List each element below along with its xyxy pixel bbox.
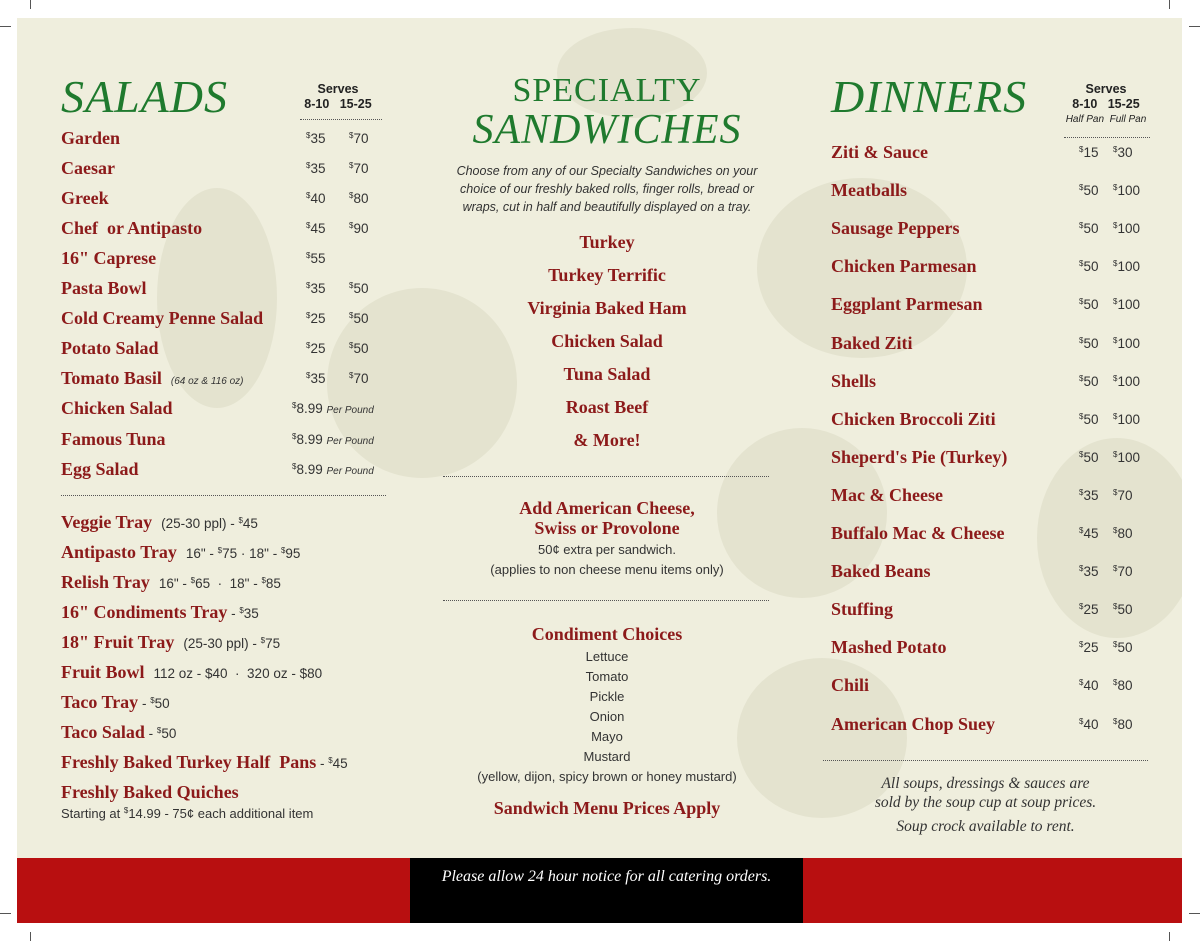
sandwich-item-more: & More! [573,430,641,450]
salad-price-half: $35 [306,371,326,386]
tray-antipasto [61,542,300,563]
sandwich-item-tuna-salad: Tuna Salad [563,364,651,384]
dinner-item: Mashed Potato [831,637,947,658]
salad-price-full: $50 [349,341,369,356]
per-pound-price: $8.99 Per Pound [292,462,374,477]
dinner-item: Eggplant Parmesan [831,294,983,315]
pan-size-labels [1060,112,1152,127]
crop-mark [1189,913,1200,914]
dinner-price-full-pan: $70 [1113,487,1133,503]
dinners-title: DINNERS [831,71,1028,122]
sandwiches-title [437,74,777,152]
sandwich-item-virginia-ham: Virginia Baked Ham [527,298,687,318]
dinner-price-full-pan: $80 [1113,678,1133,694]
fruit-bowl-detail: 112 oz - $40 · 320 oz - $80 [153,666,323,681]
salad-price-half: $35 [306,161,326,176]
fruit-tray-label: 18" Fruit Tray [61,632,175,652]
sandwich-item-turkey: Turkey [579,232,635,252]
salad-price-half: $55 [306,251,326,266]
soup-note [823,774,1148,836]
sandwich-item-chicken-salad: Chicken Salad [551,331,663,351]
dinner-price-half-pan: $50 [1079,221,1099,237]
salad-price-half: $25 [306,341,326,356]
half-pan-label: Half Pan [1065,114,1105,125]
dinner-price-half-pan: $15 [1079,145,1099,160]
salad-price-full: $50 [349,311,369,326]
sandwich-prices-apply: Sandwich Menu Prices Apply [493,798,721,818]
soup-note-line1: All soups, dressings & sauces are [881,775,1090,792]
dinner-item: Chicken Parmesan [831,256,977,277]
condiments-tray-label: 16" Condiments Tray [61,602,228,622]
dinner-item: American Chop Suey [831,713,996,734]
dinner-price-full-pan: $100 [1113,411,1140,427]
dinner-price-full-pan: $80 [1113,716,1133,732]
baked-quiches: Freshly Baked Quiches [61,782,239,802]
sandwiches-divider [443,476,769,477]
dinner-price-half-pan: $50 [1079,183,1099,199]
sandwich-item-turkey-terrific: Turkey Terrific [548,265,666,285]
salad-price-full: $50 [349,281,369,296]
dinner-price-full-pan: $70 [1113,564,1133,580]
salad-price-full: $90 [349,221,369,236]
salad-item-caprese: 16" Caprese [61,248,157,268]
veggie-tray-label: Veggie Tray [61,512,153,532]
dinner-price-half-pan: $45 [1079,526,1099,541]
salad-price-half: $25 [306,311,326,326]
crop-mark [0,913,11,914]
condiment-onion: Onion [589,709,625,724]
dinner-price-half-pan: $50 [1079,449,1099,465]
salad-item-pasta-bowl: Pasta Bowl [61,278,147,298]
dinner-item: Mac & Cheese [831,484,943,505]
salad-price-full: $80 [349,191,369,206]
salad-price-half: $45 [306,221,326,236]
tomato-basil-label: Tomato Basil [61,368,162,388]
serves-columns [297,97,379,112]
dinners-header-divider [1064,137,1150,138]
crop-mark [1169,0,1170,9]
salad-item-chef: Chef or Antipasto [61,218,203,238]
serves-col1: 8-10 [304,97,330,111]
condiment-lettuce: Lettuce [585,649,629,664]
dinner-price-half-pan: $50 [1079,373,1099,389]
quiches-detail: Starting at $14.99 - 75¢ each additional item [61,806,314,821]
dinner-item: Stuffing [831,599,894,620]
dinner-item: Meatballs [831,180,907,201]
dinner-item: Baked Beans [831,561,931,582]
footer-bar-right [803,858,1182,923]
salads-title: SALADS [61,71,228,122]
cheese-title-line2: Swiss or Provolone [534,518,680,538]
relish-tray-detail: 16" - $65 · 18" - $85 [158,576,281,591]
tray-relish [61,572,281,593]
dinner-price-full-pan: $100 [1113,221,1140,237]
serves-label: Serves [317,82,359,96]
per-pound-price: $8.99 Per Pound [292,432,374,447]
dinner-price-full-pan: $50 [1113,640,1133,656]
dinner-item: Buffalo Mac & Cheese [831,523,1005,543]
dinner-price-half-pan: $50 [1079,411,1099,427]
dinner-price-half-pan: $50 [1079,335,1099,351]
salads-serves-header [297,82,379,112]
sandwich-item-roast-beef: Roast Beef [565,397,649,417]
dinner-item: Ziti & Sauce [831,142,928,162]
crop-mark [1169,932,1170,941]
relish-tray-label: Relish Tray [61,572,150,592]
dinner-price-half-pan: $50 [1079,297,1099,313]
taco-tray-label: Taco Tray [61,692,139,712]
dinner-price-full-pan: $100 [1113,335,1140,351]
soup-note-line3: Soup crock available to rent. [896,818,1075,835]
salad-item-potato: Potato Salad [61,338,159,358]
salad-item-chicken-salad: Chicken Salad [61,398,173,418]
serves-col1: 8-10 [1072,97,1098,111]
salad-item-egg-salad: Egg Salad [61,459,139,479]
salad-price-half: $35 [306,131,326,146]
condiments-tray-detail: - $35 [227,606,259,621]
fruit-bowl-label: Fruit Bowl [61,662,145,682]
dinner-price-full-pan: $100 [1113,183,1140,199]
dinner-price-half-pan: $50 [1079,259,1099,275]
dinners-divider [823,760,1148,761]
tray-fruit [61,632,280,653]
dinner-item: Sheperd's Pie (Turkey) [831,446,1008,467]
mustard-note: (yellow, dijon, spicy brown or honey mustard) [477,769,737,784]
turkey-pans-detail: - $45 [316,756,348,771]
tomato-decoration [1037,438,1182,638]
dinner-item: Baked Ziti [831,332,913,353]
taco-tray-detail: - $50 [138,696,170,711]
taco-salad-label: Taco Salad [61,722,145,742]
salad-item-penne: Cold Creamy Penne Salad [61,308,264,328]
dinner-item: Chili [831,675,870,696]
salads-header-divider [300,119,382,120]
cheese-title-line1: Add American Cheese, [519,498,695,518]
dinner-price-half-pan: $40 [1079,716,1099,732]
salad-item-greek: Greek [61,188,109,208]
serves-columns [1060,97,1152,112]
dinner-price-full-pan: $80 [1113,526,1133,541]
crop-mark [1189,26,1200,27]
dinner-price-half-pan: $35 [1079,564,1099,580]
salad-price-half: $35 [306,281,326,296]
fruit-tray-detail: (25-30 ppl) - $75 [183,636,281,651]
veggie-tray-detail: (25-30 ppl) - $45 [161,516,258,531]
condiment-mayo: Mayo [591,729,623,744]
sandwiches-title-line1: SPECIALTY [512,72,702,109]
cheese-price: 50¢ extra per sandwich. [537,542,677,557]
full-pan-label: Full Pan [1109,114,1147,125]
per-pound-price: $8.99 Per Pound [292,401,374,416]
salad-price-full: $70 [349,161,369,176]
salad-price-full: $70 [349,131,369,146]
salad-item-garden: Garden [61,128,121,148]
dinner-price-half-pan: $25 [1079,640,1099,656]
footer-notice [410,858,803,923]
antipasto-tray-label: Antipasto Tray [61,542,177,562]
tray-veggie [61,512,258,533]
serves-col2: 15-25 [1107,97,1140,111]
sandwiches-title-line2: SANDWICHES [472,107,742,153]
dinner-item: Chicken Broccoli Ziti [831,408,996,429]
condiment-pickle: Pickle [589,689,625,704]
tray-condiments [61,602,259,623]
turkey-half-pans [61,752,348,773]
salad-price-full: $70 [349,371,369,386]
crop-mark [0,26,11,27]
salad-item-famous-tuna: Famous Tuna [61,429,166,449]
dinner-price-full-pan: $100 [1113,373,1140,389]
crop-mark [30,932,31,941]
turkey-pans-label: Freshly Baked Turkey Half Pans [61,752,317,772]
salad-item-tomato-basil [61,368,244,389]
dinner-price-full-pan: $100 [1113,259,1140,275]
dinner-price-half-pan: $40 [1079,678,1099,694]
dinner-item: Shells [831,370,877,391]
taco-salad-detail: - $50 [144,726,177,741]
tray-taco [61,692,170,713]
dinner-price-full-pan: $30 [1113,145,1133,160]
salad-item-caesar: Caesar [61,158,115,178]
serves-label: Serves [1085,82,1127,96]
dinner-price-full-pan: $50 [1113,602,1133,618]
salads-divider [61,495,386,496]
dinner-price-half-pan: $35 [1079,487,1099,503]
footer-notice-text: Please allow 24 hour notice for all catering orders. [441,868,772,885]
dinner-price-full-pan: $100 [1113,449,1140,465]
dinner-price-full-pan: $100 [1113,297,1140,313]
dinner-item: Sausage Peppers [831,218,960,239]
dinners-serves-header [1060,82,1152,127]
taco-salad [61,722,176,743]
tomato-basil-note: (64 oz & 116 oz) [170,376,244,387]
serves-col2: 15-25 [339,97,372,111]
salad-price-half: $40 [306,191,326,206]
crop-mark [30,0,31,9]
condiments-title: Condiment Choices [531,624,683,644]
condiment-mustard: Mustard [583,749,631,764]
tray-fruit-bowl [61,662,322,683]
sandwiches-intro: Choose from any of our Specialty Sandwiches on your choice of our freshly baked rolls, finger rolls, bread or wraps, cut in half and beautifully displayed on a tray. [456,164,758,214]
cheese-note: (applies to non cheese menu items only) [490,562,724,577]
soup-note-line2: sold by the soup cup at soup prices. [874,794,1097,811]
dinner-price-half-pan: $25 [1079,602,1099,618]
condiment-tomato: Tomato [585,669,629,684]
antipasto-tray-detail: 16" - $75 · 18" - $95 [185,546,301,561]
footer-bar-left [17,858,410,923]
cheese-divider [443,600,769,601]
menu-page [17,18,1182,923]
